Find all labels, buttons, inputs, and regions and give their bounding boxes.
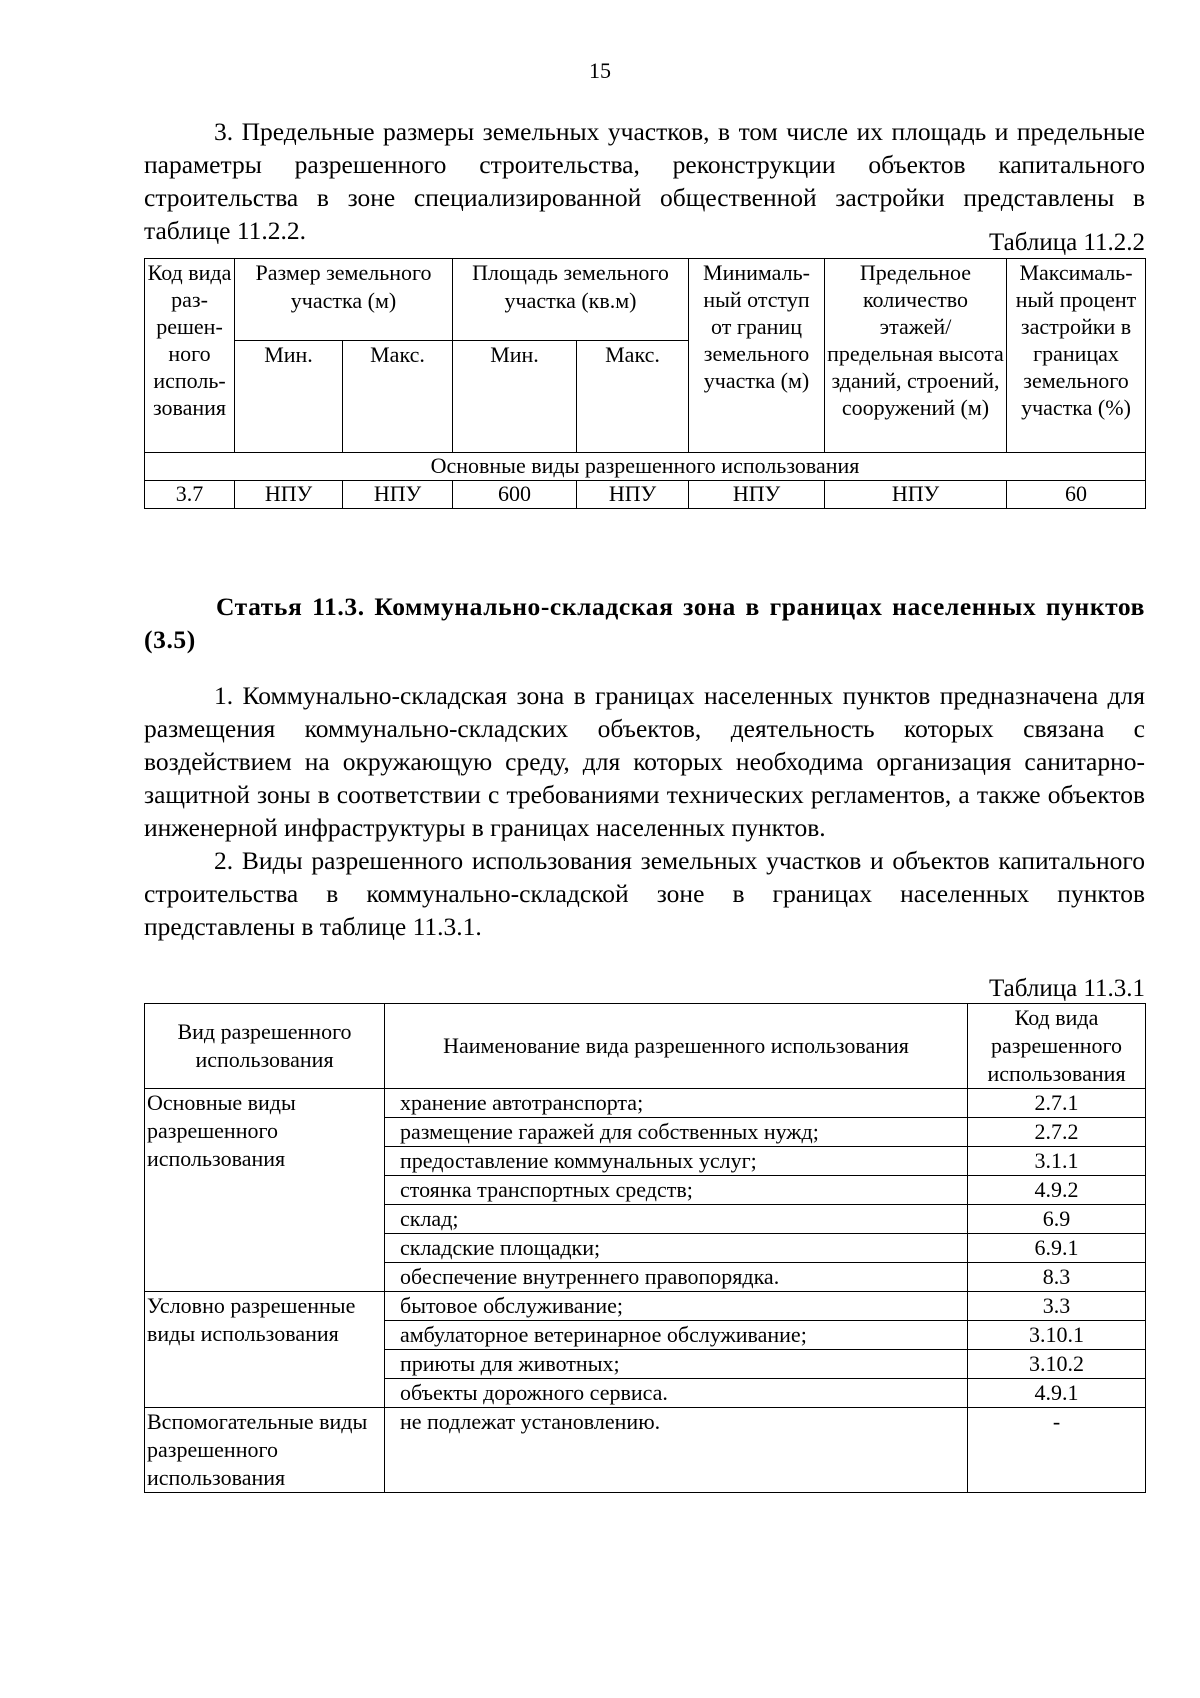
header-type: Вид разрешенного использования [145,1004,385,1089]
row-size-min: НПУ [235,481,343,509]
row-offset: НПУ [689,481,825,509]
group-label: Основные виды разрешенного использования [145,1089,385,1292]
paragraph-2: 2. Виды разрешенного использования земельных участков и объектов капитального строительства в коммунально-складской зоне в границах населенных пунктов представлены в таблице 11.3.1. [144,846,1145,941]
header-size-min: Мин. [235,341,343,453]
row-area-min: 600 [453,481,577,509]
use-code: - [968,1408,1146,1493]
paragraph-1: 1. Коммунально-складская зона в границах населенных пунктов предназначена для размещения коммунально-складских объектов, деятельность которых связана с воздействием на окружающую среду, для которых необходима организация санитарно-защитной зоны в соответствии с требованиями технических регламентов, а также объектов инженерной инфраструктуры в границах населенных пунктов. [144,681,1145,842]
use-name: амбулаторное ветеринарное обслуживание; [385,1321,968,1350]
use-name: не подлежат установлению. [385,1408,968,1493]
row-code: 3.7 [145,481,235,509]
use-code: 3.10.1 [968,1321,1146,1350]
use-name: складские площадки; [385,1234,968,1263]
use-name: склад; [385,1205,968,1234]
group-label: Вспомогательные виды разрешенного использования [145,1408,385,1493]
use-name: хранение автотранспорта; [385,1089,968,1118]
article-title: Статья 11.3. Коммунально-складская зона в границах населенных пунктов (3.5) [144,592,1145,654]
use-code: 3.3 [968,1292,1146,1321]
header-size: Размер земельного участка (м) [235,259,453,341]
header-size-max: Макс. [343,341,453,453]
header-area: Площадь земельного участка (кв.м) [453,259,689,341]
group-label: Условно разрешенные виды использования [145,1292,385,1408]
intro-paragraph: 3. Предельные размеры земельных участков, в том числе их площадь и предельные параметры разрешенного строительства, реконструкции объектов капитального строительства в зоне специализированной общественной застройки представлены в таблице 11.2.2. [144,117,1145,245]
header-code: Код вида раз- решен- ного исполь- зования [145,259,235,453]
use-code: 8.3 [968,1263,1146,1292]
use-code: 2.7.1 [968,1089,1146,1118]
row-floors: НПУ [825,481,1007,509]
use-code: 3.1.1 [968,1147,1146,1176]
header-name: Наименование вида разрешенного использования [385,1004,968,1089]
header-floors: Предельное количество этажей/ предельная высота зданий, строений, сооружений (м) [825,259,1007,453]
body-block [144,679,1145,943]
header-code: Код вида разрешенного использования [968,1004,1146,1089]
use-code: 4.9.1 [968,1379,1146,1408]
use-code: 6.9.1 [968,1234,1146,1263]
row-size-max: НПУ [343,481,453,509]
use-code: 3.10.2 [968,1350,1146,1379]
use-name: обеспечение внутреннего правопорядка. [385,1263,968,1292]
use-name: объекты дорожного сервиса. [385,1379,968,1408]
header-area-max: Макс. [577,341,689,453]
use-name: стоянка транспортных средств; [385,1176,968,1205]
use-name: размещение гаражей для собственных нужд; [385,1118,968,1147]
table1-caption: Таблица 11.2.2 [989,229,1145,256]
use-code: 4.9.2 [968,1176,1146,1205]
page-number: 15 [589,58,611,83]
table-row [145,1292,1146,1321]
row-percent: 60 [1007,481,1146,509]
table-11-3-1 [144,1003,1146,1493]
section-label: Основные виды разрешенного использования [145,453,1146,481]
use-name: предоставление коммунальных услуг; [385,1147,968,1176]
table-row [145,1408,1146,1493]
use-name: бытовое обслуживание; [385,1292,968,1321]
use-code: 2.7.2 [968,1118,1146,1147]
use-code: 6.9 [968,1205,1146,1234]
table-row [145,1089,1146,1118]
row-area-max: НПУ [577,481,689,509]
header-area-min: Мин. [453,341,577,453]
table-11-2-2 [144,258,1146,509]
header-offset: Минималь- ный отступ от границ земельного участка (м) [689,259,825,453]
table2-caption: Таблица 11.3.1 [989,975,1145,1002]
header-percent: Максималь- ный процент застройки в границах земельного участка (%) [1007,259,1146,453]
use-name: приюты для животных; [385,1350,968,1379]
